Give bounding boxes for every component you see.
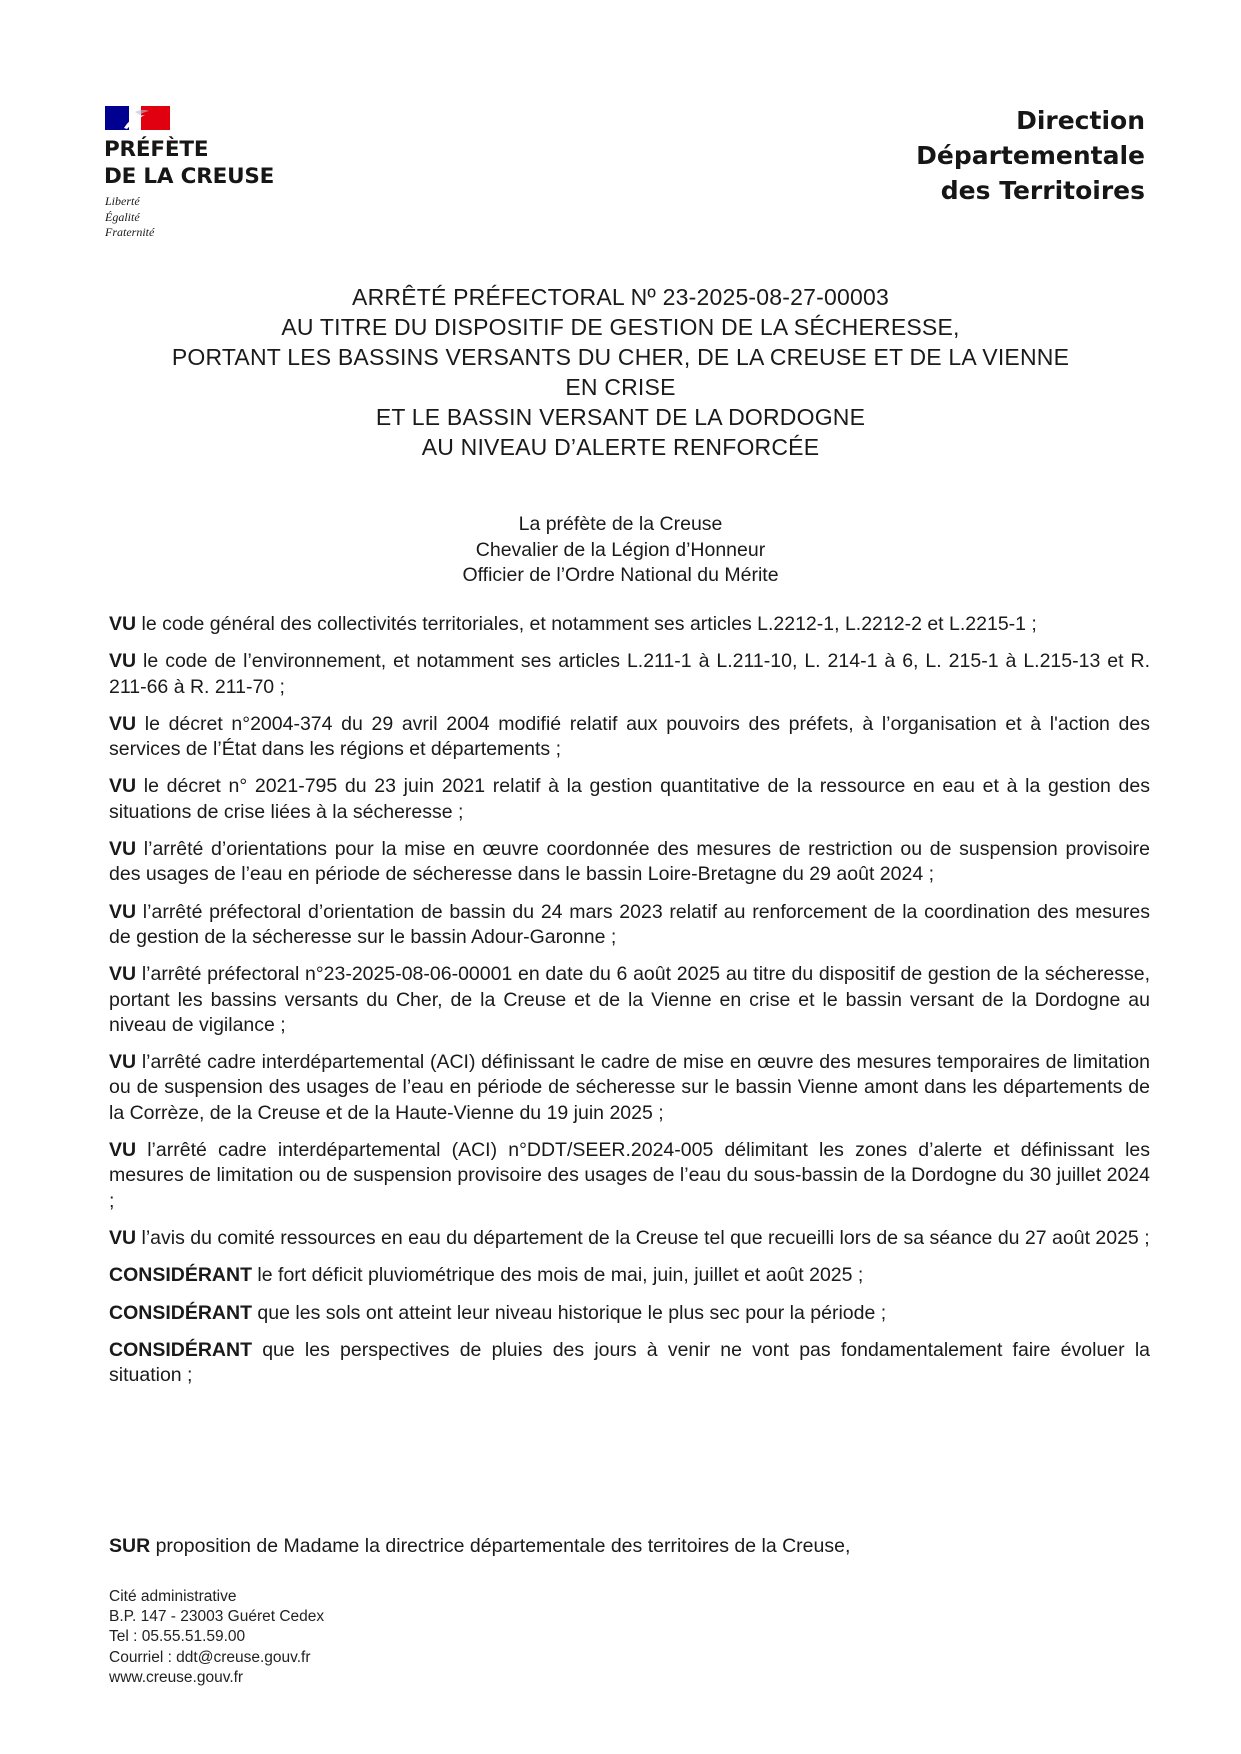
authority-line: La préfète de la Creuse <box>518 513 723 535</box>
recital-keyword: VU <box>109 1139 137 1162</box>
recital-paragraph <box>109 962 1150 1038</box>
footer-line: Tel : 05.55.51.59.00 <box>109 1628 246 1646</box>
title-line: AU TITRE DU DISPOSITIF DE GESTION DE LA SÉCHERESSE, <box>281 314 960 340</box>
recital-paragraph <box>109 712 1150 763</box>
republic-motto <box>105 194 225 241</box>
authority-line: Officier de l’Ordre National du Mérite <box>462 564 779 586</box>
authority-line: Chevalier de la Légion d’Honneur <box>475 538 766 561</box>
service-name <box>805 103 1145 208</box>
footer-address <box>109 1587 509 1688</box>
recital-text: le code général des collectivités territoriales, et notamment ses articles L.2212-1, L.2212-2 et L.2215-1 ; <box>136 613 1037 635</box>
recital-paragraph <box>109 1050 1150 1126</box>
proposal-paragraph <box>109 1534 1150 1559</box>
title-line: ET LE BASSIN VERSANT DE LA DORDOGNE <box>375 404 866 430</box>
prefecture-line: PRÉFÈTE <box>104 137 209 162</box>
marianne-flag-icon <box>105 106 170 130</box>
footer-line: B.P. 147 - 23003 Guéret Cedex <box>109 1608 325 1626</box>
motto-line: Liberté <box>105 194 140 208</box>
recital-paragraph <box>109 774 1150 825</box>
footer-line: www.creuse.gouv.fr <box>109 1668 244 1686</box>
title-line: AU NIVEAU D’ALERTE RENFORCÉE <box>421 434 820 460</box>
recital-keyword: CONSIDÉRANT <box>109 1301 253 1324</box>
footer-line: Cité administrative <box>109 1588 237 1605</box>
recital-paragraph <box>109 900 1150 951</box>
recital-paragraph <box>109 1338 1150 1389</box>
recital-paragraph <box>109 1263 1150 1288</box>
title-line: ARRÊTÉ PRÉFECTORAL Nº 23-2025-08-27-00003 <box>352 284 889 310</box>
recital-paragraph <box>109 1226 1150 1251</box>
recital-keyword: CONSIDÉRANT <box>109 1264 253 1287</box>
service-line: Direction <box>1016 106 1145 135</box>
proposal-keyword: SUR <box>109 1535 151 1557</box>
recital-keyword: VU <box>109 1051 137 1074</box>
recital-keyword: VU <box>109 963 137 986</box>
recital-paragraph <box>109 612 1150 637</box>
recital-text: que les sols ont atteint leur niveau historique le plus sec pour la période ; <box>252 1301 887 1324</box>
recital-text: le décret n° 2021-795 du 23 juin 2021 relatif à la gestion quantitative de la ressource en eau et à la gestion des situations de crise liées à la sécheresse ; <box>109 775 1150 823</box>
recital-text: que les perspectives de pluies des jours à venir ne vont pas fondamentalement faire évoluer la situation ; <box>109 1338 1150 1387</box>
recital-paragraph <box>109 649 1150 700</box>
recital-keyword: VU <box>109 712 137 735</box>
recital-keyword: VU <box>109 900 137 923</box>
recital-paragraph <box>109 1301 1150 1326</box>
authority-block <box>330 512 911 589</box>
recital-keyword: VU <box>109 650 137 673</box>
title-line: PORTANT LES BASSINS VERSANTS DU CHER, DE LA CREUSE ET DE LA VIENNE <box>171 344 1070 370</box>
service-line: des Territoires <box>940 176 1145 205</box>
recital-keyword: VU <box>109 1226 137 1249</box>
recital-keyword: CONSIDÉRANT <box>109 1338 253 1361</box>
recital-keyword: VU <box>109 775 137 798</box>
recital-keyword: VU <box>109 613 137 635</box>
recital-text: le décret n°2004-374 du 29 avril 2004 modifié relatif aux pouvoirs des préfets, à l’organisation et à l'action des services de l’État dans les régions et départements ; <box>109 712 1150 761</box>
motto-line: Égalité <box>105 209 140 224</box>
prefecture-name <box>104 136 364 190</box>
recital-paragraph <box>109 837 1150 888</box>
motto-line: Fraternité <box>105 225 155 239</box>
proposal-text: proposition de Madame la directrice départementale des territoires de la Creuse, <box>150 1535 851 1557</box>
service-line: Départementale <box>916 141 1145 170</box>
recital-text: le code de l’environnement, et notamment ses articles L.211-1 à L.211-10, L. 214-1 à 6, L. 215-1 à L.215-13 et R. 211-66 à R. 211-70 ; <box>109 650 1150 698</box>
recital-text: le fort déficit pluviométrique des mois de mai, juin, juillet et août 2025 ; <box>252 1264 864 1287</box>
prefecture-line: DE LA CREUSE <box>104 164 275 189</box>
title-line: EN CRISE <box>565 374 676 400</box>
recital-text: l’arrêté cadre interdépartemental (ACI) définissant le cadre de mise en œuvre des mesures temporaires de limitation ou de suspension des usages de l’eau en période de sécheresse sur le bassin Vienne amont dans les départements de la Corrèze, de la Creuse et de la Haute-Vienne du 19 juin 2025 ; <box>109 1051 1150 1124</box>
recital-text: l’arrêté préfectoral n°23-2025-08-06-00001 en date du 6 août 2025 au titre du dispositif de gestion de la sécheresse, portant les bassins versants du Cher, de la Creuse et de la Vienne en crise et le bassin versant de la Dordogne au niveau de vigilance ; <box>109 963 1150 1036</box>
footer-line: Courriel : ddt@creuse.gouv.fr <box>109 1648 311 1666</box>
recital-paragraph <box>109 1138 1150 1214</box>
recital-text: l’arrêté préfectoral d’orientation de bassin du 24 mars 2023 relatif au renforcement de la coordination des mesures de gestion de la sécheresse sur le bassin Adour-Garonne ; <box>109 900 1150 948</box>
decree-title <box>130 282 1111 462</box>
recitals <box>109 612 1150 1400</box>
recital-keyword: VU <box>109 838 137 861</box>
recital-text: l’arrêté d’orientations pour la mise en œuvre coordonnée des mesures de restriction ou de suspension provisoire des usages de l’eau en période de sécheresse dans le bassin Loire-Bretagne du 29 août 2024 ; <box>109 838 1150 886</box>
recital-text: l’avis du comité ressources en eau du département de la Creuse tel que recueilli lors de sa séance du 27 août 2025 ; <box>136 1226 1150 1249</box>
recital-text: l’arrêté cadre interdépartemental (ACI) n°DDT/SEER.2024-005 délimitant les zones d’alerte et définissant les mesures de limitation ou de suspension provisoire des usages de l’eau du sous-bassin de la Dordogne du 30 juillet 2024 ; <box>109 1139 1150 1212</box>
